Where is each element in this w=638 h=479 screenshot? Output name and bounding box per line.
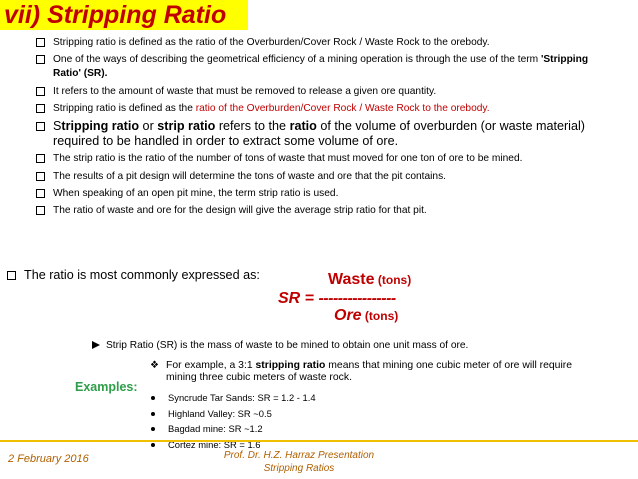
dot-bullet-icon: [151, 443, 155, 447]
bullet-text: The ratio is most commonly expressed as:: [24, 268, 260, 282]
checkbox-bullet-icon: [36, 172, 45, 181]
diamond-bullet-icon: ❖: [150, 360, 159, 371]
footer-divider: [0, 440, 638, 442]
dot-bullet-icon: [151, 396, 155, 400]
formula-denominator: Ore (tons): [334, 307, 399, 324]
list-item: Cortez mine: SR = 1.6: [150, 438, 316, 452]
bullet-emphasis: 'Stripping Ratio' (SR).: [53, 54, 589, 80]
arrow-bullet-icon: [92, 341, 100, 349]
bullet-definition-red: [36, 102, 616, 116]
bullet-definition: [36, 36, 616, 50]
bullet-list: [36, 36, 616, 221]
bullet-text: The strip ratio is the ratio of the number of tons of waste that must moved for one ton of ore to be mined.: [53, 153, 523, 165]
bullet-emphasis: ratio: [289, 119, 317, 134]
sr-definition: Strip Ratio (SR) is the mass of waste to be mined to obtain one unit mass of ore.: [92, 339, 468, 352]
example-note: ❖ For example, a 3:1 stripping ratio means that mining one cubic meter of ore will require mining three cubic meters of waste rock.: [150, 360, 572, 384]
bullet-text: The results of a pit design will determine the tons of waste and ore that the pit contains.: [53, 170, 447, 182]
bullet-text: Stripping ratio is defined as the ratio of the Overburden/Cover Rock / Waste Rock to the orebody.: [53, 37, 490, 48]
bullet-tons-ratio: [36, 152, 616, 166]
bullet-text: The ratio of waste and ore for the design will give the average strip ratio for that pit.: [53, 205, 427, 217]
bullet-emphasis: strip ratio: [157, 119, 216, 134]
checkbox-bullet-icon: [7, 271, 16, 280]
bullet-open-pit: [36, 187, 616, 201]
footer-date: 2 February 2016: [8, 453, 89, 465]
bullet-waste-amount: [36, 85, 616, 99]
examples-list: [150, 391, 316, 454]
footer-topic: Stripping Ratios: [263, 462, 335, 474]
checkbox-bullet-icon: [36, 189, 45, 198]
ratio-expression-bullet: [7, 268, 260, 283]
list-item: Highland Valley: SR ~0.5: [150, 407, 316, 421]
list-item: Syncrude Tar Sands: SR = 1.2 - 1.4: [150, 391, 316, 405]
bullet-average-ratio: [36, 204, 616, 218]
bullet-text: One of the ways of describing the geometrical efficiency of a mining operation is through the use of the term: [53, 54, 541, 66]
checkbox-bullet-icon: [36, 87, 45, 96]
checkbox-bullet-icon: [36, 104, 45, 113]
bullet-red-highlight: ratio of the Overburden/Cover Rock / Waste Rock to the orebody.: [195, 102, 490, 114]
bullet-geometric-efficiency: [36, 53, 616, 81]
formula-lhs: SR = ----------------: [278, 290, 396, 307]
formula-fraction-bar: ----------------: [318, 290, 396, 307]
checkbox-bullet-icon: [36, 122, 45, 131]
list-item: Bagdad mine: SR ~1.2: [150, 422, 316, 436]
checkbox-bullet-icon: [36, 55, 45, 64]
slide-title: vii) Stripping Ratio: [4, 1, 227, 29]
strip-ratio-formula: [272, 271, 472, 331]
bullet-text: When speaking of an open pit mine, the term strip ratio is used.: [53, 187, 339, 199]
dot-bullet-icon: [151, 412, 155, 416]
examples-label: Examples:: [75, 380, 138, 394]
formula-numerator: Waste (tons): [328, 271, 412, 288]
bullet-text: It refers to the amount of waste that must be removed to release a given ore quantity.: [53, 85, 437, 97]
checkbox-bullet-icon: [36, 38, 45, 47]
bullet-volume-definition: Stripping ratio or strip ratio refers to the ratio of the volume of overburden (or waste material) required to be handled in order to extract some volume of ore.: [36, 119, 616, 149]
bullet-emphasis: tripping ratio: [61, 119, 140, 134]
dot-bullet-icon: [151, 427, 155, 431]
footer-presenter: [214, 450, 384, 475]
checkbox-bullet-icon: [36, 206, 45, 215]
bullet-pit-design: [36, 170, 616, 184]
bullet-text: Stripping ratio is defined as the: [53, 102, 196, 114]
checkbox-bullet-icon: [36, 154, 45, 163]
footer-presenter-name: Prof. Dr. H.Z. Harraz Presentation: [223, 450, 375, 461]
